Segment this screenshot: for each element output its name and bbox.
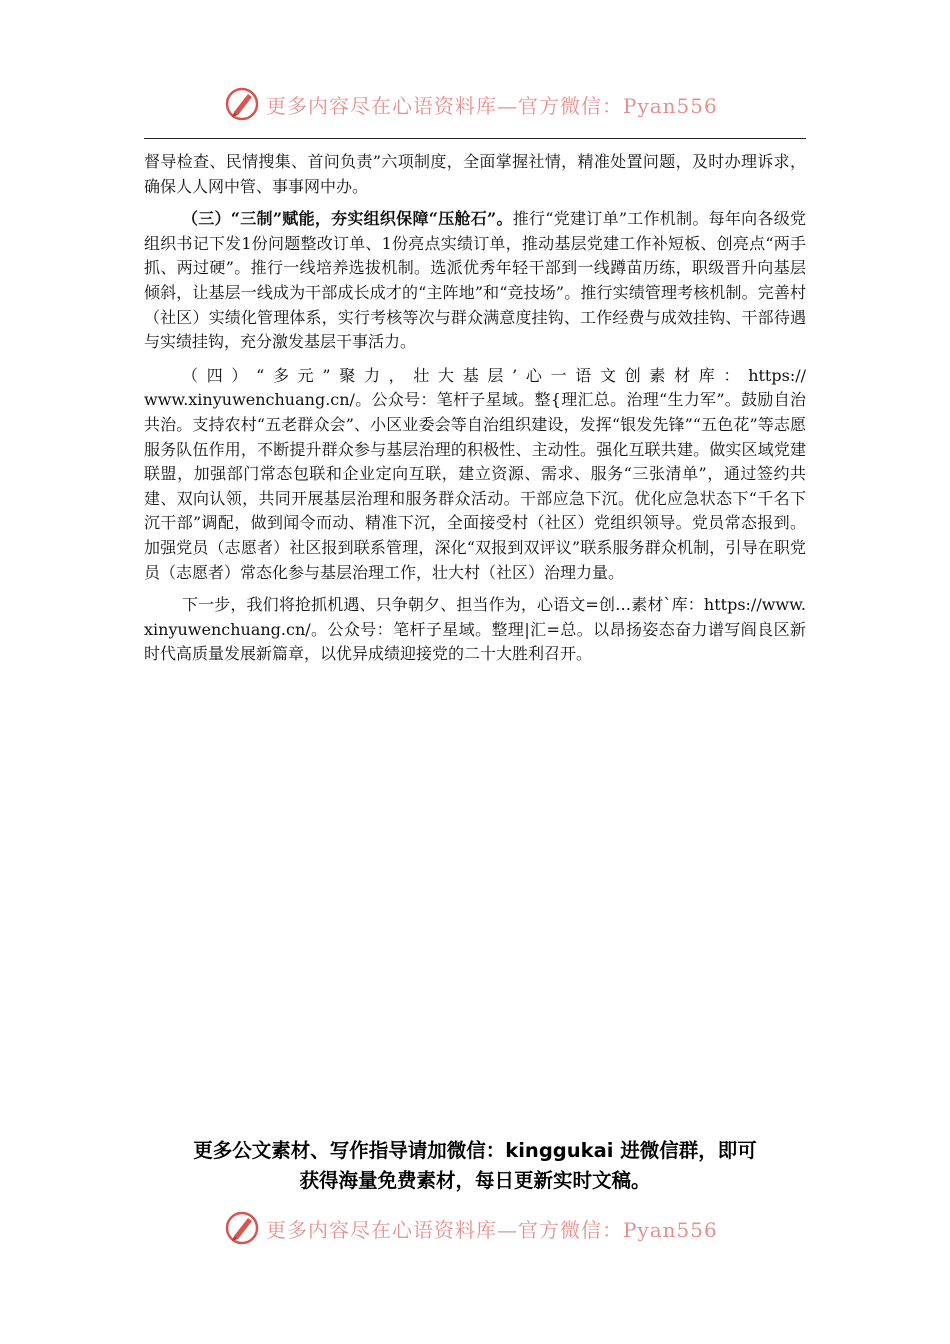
footer-promo-line-1: 更多公文素材、写作指导请加微信：kinggukai 进微信群，即可 <box>193 1139 757 1162</box>
paragraph-2-body: 推行“党建订单”工作机制。每年向各级党组织书记下发1份问题整改订单、1份亮点实绩订单，推动基层党建工作补短板、创亮点“两手抓、两过硬”。推行一线培养选拔机制。选派优秀年轻干部到一线蹲苗历练，职级晋升向基层倾斜，让基层一线成为干部成长成才的“主阵地”和“竞技场”。推行实绩管理考核机制。完善村（社区）实绩化管理体系，实行考核等次与群众满意度挂钩、工作经费与成效挂钩、干部待遇与实绩挂钩，充分激发基层干事活力。 <box>144 209 806 352</box>
footer-promo <box>130 1136 820 1196</box>
footer-banner <box>224 1210 718 1246</box>
paragraph-2-heading: （三）“三制”赋能，夯实组织保障“压舱石”。 <box>182 209 513 229</box>
paragraph-3-body: www.xinyuwenchuang.cn/。公众号：笔杆子星域。整{理汇总。治理“生力军”。鼓励自治共治。支持农村“五老群众会”、小区业委会等自治组织建设，发挥“银发先锋”“五色花”等志愿服务队伍作用，不断提升群众参与基层治理的积极性、主动性。强化互联共建。做实区域党建联盟，加强部门常态包联和企业定向互联，建立资源、需求、服务“三张清单”，通过签约共建、双向认领，共同开展基层治理和服务群众活动。干部应急下沉。优化应急状态下“千名下沉干部”调配，做到闻令而动、精准下沉，全面接受村（社区）党组织领导。党员常态报到。加强党员（志愿者）社区报到联系管理，深化“双报到双评议”联系服务群众机制，引导在职党员（志愿者）常态化参与基层治理工作，壮大村（社区）治理力量。 <box>144 390 806 582</box>
footer-promo-line-2: 获得海量免费素材，每日更新实时文稿。 <box>299 1169 651 1192</box>
paragraph-4: 下一步，我们将抢抓机遇、只争朝夕、担当作为，心语文=创…素材`库：https://www.xinyuwenchuang.cn/。公众号：笔杆子星域。整理|汇=总。以昂扬姿态奋力谱写阎良区新时代高质量发展新篇章，以优异成绩迎接党的二十大胜利召开。 <box>144 595 806 664</box>
document-body <box>144 150 806 667</box>
paragraph-2 <box>144 207 806 355</box>
paragraph-1: 督导检查、民情搜集、首问负责”六项制度，全面掌握社情，精准处置问题，及时办理诉求，确保人人网中管、事事网中办。 <box>144 152 806 196</box>
pen-logo-icon <box>224 86 260 122</box>
footer-banner-text: 更多内容尽在心语资料库—官方微信：Pyan556 <box>266 1217 718 1242</box>
pen-logo-icon <box>224 1210 260 1246</box>
header-banner-text: 更多内容尽在心语资料库—官方微信：Pyan556 <box>266 93 718 118</box>
header-banner <box>224 86 718 122</box>
header-divider <box>144 138 806 139</box>
paragraph-3-line-1: （四）“多元”聚力，壮大基层’心一语文创素材库：https:// <box>182 365 806 385</box>
